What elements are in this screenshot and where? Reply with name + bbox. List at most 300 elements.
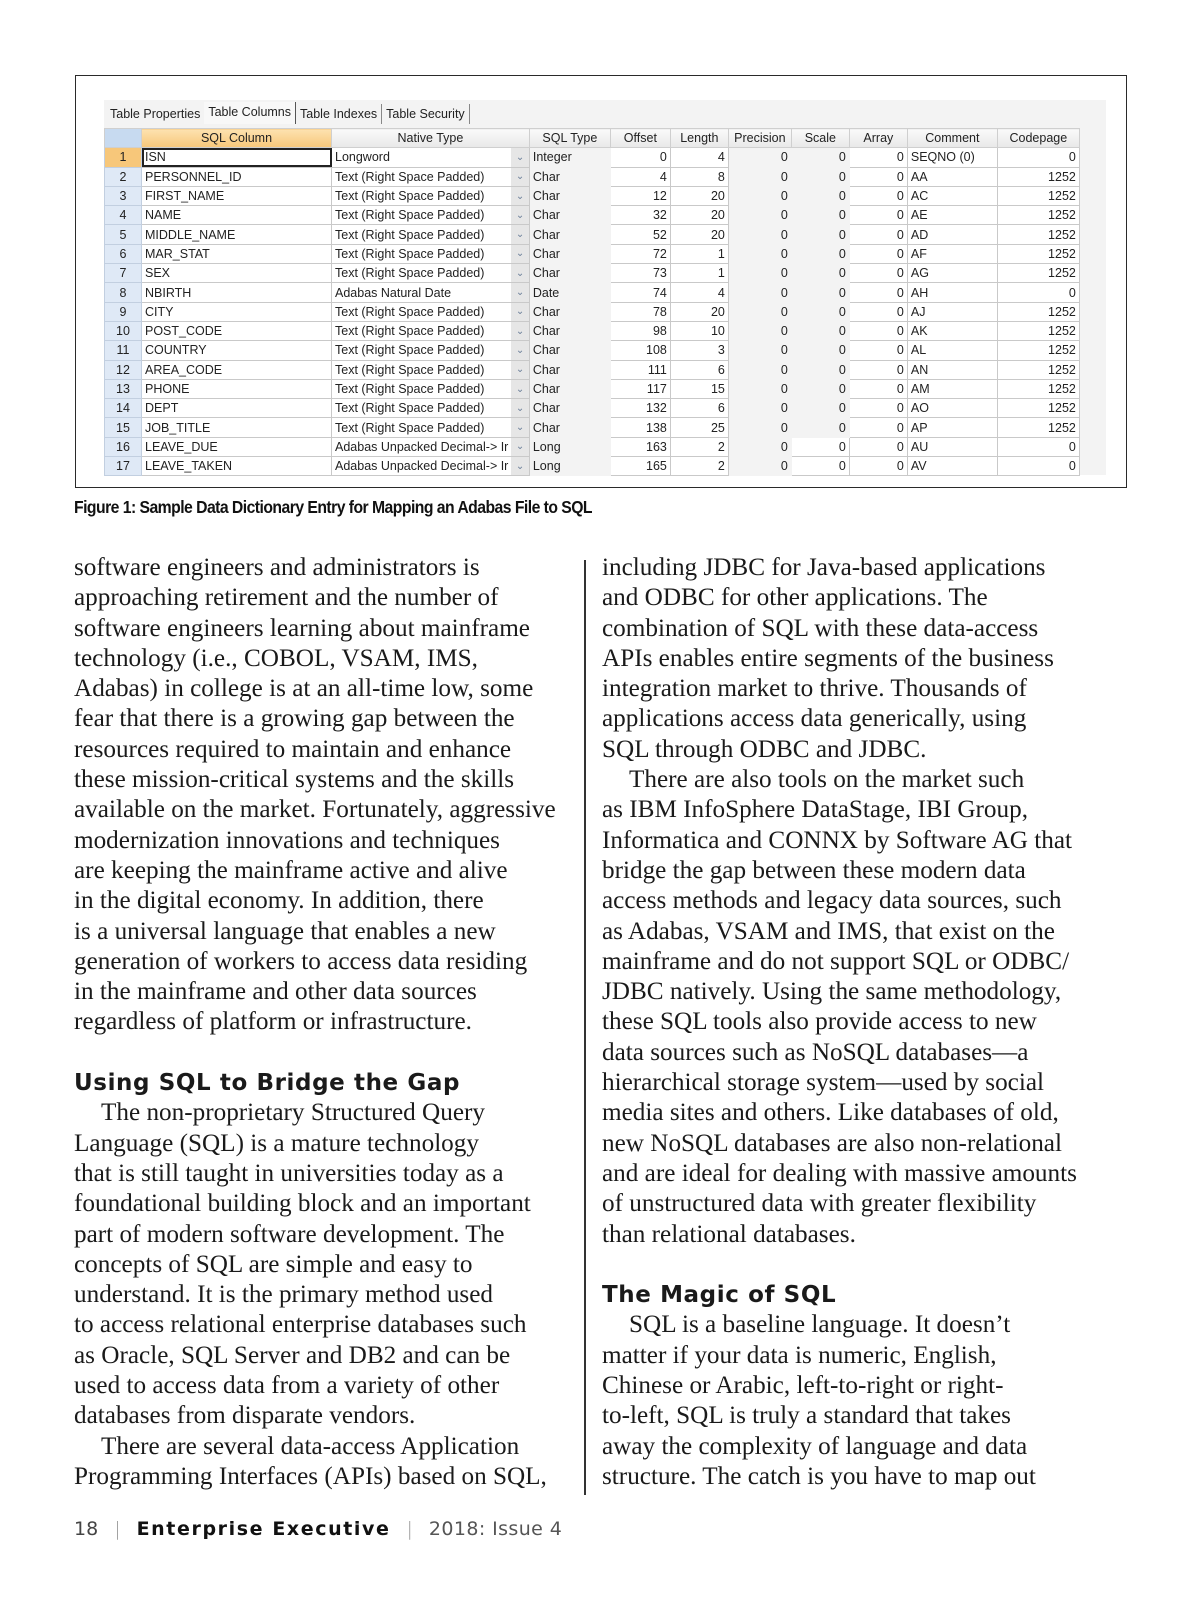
text-line: used to access data from a variety of other [74,1372,500,1400]
sql-type-cell: Char [529,206,610,225]
table-row[interactable] [105,321,1080,340]
page-footer [74,1518,562,1540]
comment-cell[interactable]: AK [907,321,997,340]
dropdown-chevron-icon[interactable]: ⌄ [511,302,529,321]
sql-column-cell[interactable]: CITY [142,302,332,321]
sql-column-cell[interactable]: POST_CODE [142,321,332,340]
text-line: new NoSQL databases are also non-relational [602,1129,1062,1157]
array-cell[interactable]: 0 [849,457,907,476]
length-cell[interactable]: 25 [670,418,728,437]
publication-name: Enterprise Executive [136,1518,391,1540]
dropdown-chevron-icon[interactable]: ⌄ [511,418,529,437]
dropdown-chevron-icon[interactable]: ⌄ [511,167,529,186]
row-number: 3 [105,186,142,205]
dropdown-chevron-icon[interactable]: ⌄ [511,341,529,360]
codepage-cell[interactable]: 1252 [997,360,1079,379]
text-line: resources required to maintain and enhance [74,735,512,763]
text-line: in the mainframe and other data sources [74,978,477,1006]
sql-column-cell[interactable]: PHONE [142,379,332,398]
text-line: Adabas) in college is at an all-time low, some [74,675,534,703]
offset-cell[interactable]: 132 [610,399,670,418]
table-row[interactable] [105,379,1080,398]
sql-column-cell[interactable]: COUNTRY [142,341,332,360]
scale-cell: 0 [791,457,849,476]
comment-cell[interactable]: AV [907,457,997,476]
length-cell[interactable]: 2 [670,457,728,476]
length-cell[interactable]: 4 [670,148,728,167]
native-type-cell[interactable]: Text (Right Space Padded) [332,399,512,418]
text-line: concepts of SQL are simple and easy to [74,1250,473,1278]
text-line: Language (SQL) is a mature technology [74,1129,479,1157]
scale-cell: 0 [791,302,849,321]
array-cell[interactable]: 0 [849,302,907,321]
scale-cell: 0 [791,341,849,360]
native-type-cell[interactable]: Text (Right Space Padded) [332,206,512,225]
sql-type-cell: Char [529,379,610,398]
row-number: 1 [105,148,142,167]
sql-type-cell: Char [529,360,610,379]
footer-separator: | [406,1518,413,1540]
length-cell[interactable]: 20 [670,302,728,321]
array-cell[interactable]: 0 [849,206,907,225]
precision-cell: 0 [728,186,791,205]
length-cell[interactable]: 8 [670,167,728,186]
codepage-cell[interactable]: 1252 [997,302,1079,321]
row-number: 11 [105,341,142,360]
length-cell[interactable]: 1 [670,264,728,283]
length-cell[interactable]: 20 [670,206,728,225]
select-all-corner[interactable] [105,129,142,148]
sql-column-cell[interactable]: AREA_CODE [142,360,332,379]
text-line: as IBM InfoSphere DataStage, IBI Group, [602,796,1028,824]
length-cell[interactable]: 15 [670,379,728,398]
offset-cell[interactable]: 78 [610,302,670,321]
array-cell[interactable]: 0 [849,360,907,379]
text-line: hierarchical storage system—used by social [602,1069,1045,1097]
sql-type-cell: Char [529,341,610,360]
dropdown-chevron-icon[interactable]: ⌄ [511,360,529,379]
table-row[interactable] [105,244,1080,263]
native-type-cell[interactable]: Adabas Natural Date [332,283,512,302]
row-number: 7 [105,264,142,283]
array-cell[interactable]: 0 [849,148,907,167]
precision-cell: 0 [728,244,791,263]
issue-label: 2018: Issue 4 [428,1518,563,1540]
native-type-cell[interactable]: Text (Right Space Padded) [332,379,512,398]
precision-cell: 0 [728,379,791,398]
sql-column-cell[interactable]: MIDDLE_NAME [142,225,332,244]
comment-cell[interactable]: AJ [907,302,997,321]
length-cell[interactable]: 6 [670,399,728,418]
comment-cell[interactable]: AA [907,167,997,186]
dropdown-chevron-icon[interactable]: ⌄ [511,244,529,263]
comment-cell[interactable]: AP [907,418,997,437]
length-cell[interactable]: 10 [670,321,728,340]
sql-column-cell[interactable]: ISN [142,148,332,167]
table-row[interactable] [105,148,1080,167]
text-line: as Oracle, SQL Server and DB2 and can be [74,1341,511,1369]
dropdown-chevron-icon[interactable]: ⌄ [511,437,529,456]
offset-cell[interactable]: 108 [610,341,670,360]
scale-cell: 0 [791,186,849,205]
paragraph-first-line: There are several data-access Application [101,1432,520,1460]
array-cell[interactable]: 0 [849,341,907,360]
grid-header-row [105,129,1080,148]
row-number: 5 [105,225,142,244]
header-array[interactable]: Array [849,129,907,148]
offset-cell[interactable]: 98 [610,321,670,340]
dropdown-chevron-icon[interactable]: ⌄ [511,148,529,167]
text-line: mainframe and do not support SQL or ODBC/ [602,947,1070,975]
text-line: generation of workers to access data residing [74,947,528,975]
text-line: technology (i.e., COBOL, VSAM, IMS, [74,644,478,672]
sql-type-cell: Char [529,399,610,418]
scale-cell: 0 [791,225,849,244]
precision-cell: 0 [728,360,791,379]
text-line: and are ideal for dealing with massive amounts [602,1159,1077,1187]
native-type-cell[interactable]: Text (Right Space Padded) [332,418,512,437]
native-type-cell[interactable]: Text (Right Space Padded) [332,167,512,186]
precision-cell: 0 [728,148,791,167]
table-row[interactable] [105,360,1080,379]
table-row[interactable] [105,418,1080,437]
sql-column-cell[interactable]: MAR_STAT [142,244,332,263]
dropdown-chevron-icon[interactable]: ⌄ [511,225,529,244]
tab-table-columns[interactable]: Table Columns [204,102,296,124]
offset-cell[interactable]: 138 [610,418,670,437]
array-cell[interactable]: 0 [849,399,907,418]
text-line: software engineers learning about mainframe [74,614,530,642]
article-right-column [602,553,1102,1492]
comment-cell[interactable]: AO [907,399,997,418]
footer-separator: | [114,1518,121,1540]
table-row[interactable] [105,341,1080,360]
columns-grid [104,128,1080,476]
text-line: of unstructured data with greater flexibility [602,1190,1037,1218]
paragraph-gap [74,1038,574,1068]
text-line: combination of SQL with these data-access [602,614,1039,642]
scale-cell: 0 [791,379,849,398]
length-cell[interactable]: 20 [670,225,728,244]
array-cell[interactable]: 0 [849,244,907,263]
offset-cell[interactable]: 111 [610,360,670,379]
comment-cell[interactable]: AF [907,244,997,263]
codepage-cell[interactable]: 1252 [997,225,1079,244]
text-line: SQL through ODBC and JDBC. [602,735,927,763]
precision-cell: 0 [728,302,791,321]
codepage-cell[interactable]: 0 [997,148,1079,167]
dropdown-chevron-icon[interactable]: ⌄ [511,283,529,302]
array-cell[interactable]: 0 [849,225,907,244]
sql-type-cell: Long [529,457,610,476]
text-line: as Adabas, VSAM and IMS, that exist on the [602,917,1055,945]
text-line: fear that there is a growing gap between the [74,705,515,733]
array-cell[interactable]: 0 [849,264,907,283]
length-cell[interactable]: 4 [670,283,728,302]
native-type-cell[interactable]: Text (Right Space Padded) [332,225,512,244]
header-sql-type[interactable]: SQL Type [529,129,610,148]
comment-cell[interactable]: SEQNO (0) [907,148,997,167]
codepage-cell[interactable]: 1252 [997,418,1079,437]
codepage-cell[interactable]: 1252 [997,399,1079,418]
paragraph-first-line: SQL is a baseline language. It doesn’t [629,1311,1011,1339]
table-row[interactable] [105,206,1080,225]
figure-1 [75,75,1127,488]
sql-type-cell: Char [529,264,610,283]
text-line: to-left, SQL is truly a standard that takes [602,1402,1011,1430]
column-divider [584,560,586,1495]
text-line: are keeping the mainframe active and alive [74,856,508,884]
comment-cell[interactable]: AE [907,206,997,225]
row-number: 9 [105,302,142,321]
paragraph-gap [602,1250,1102,1280]
sql-type-cell: Char [529,225,610,244]
header-offset[interactable]: Offset [610,129,670,148]
array-cell[interactable]: 0 [849,283,907,302]
sql-type-cell: Char [529,321,610,340]
table-row[interactable] [105,225,1080,244]
native-type-cell[interactable]: Text (Right Space Padded) [332,264,512,283]
length-cell[interactable]: 2 [670,437,728,456]
offset-cell[interactable]: 12 [610,186,670,205]
sql-type-cell: Char [529,302,610,321]
offset-cell[interactable]: 0 [610,148,670,167]
table-row[interactable] [105,186,1080,205]
native-type-cell[interactable]: Text (Right Space Padded) [332,341,512,360]
header-precision[interactable]: Precision [728,129,791,148]
text-line: software engineers and administrators is [74,554,480,581]
precision-cell: 0 [728,418,791,437]
text-line: these mission-critical systems and the skills [74,766,515,794]
scale-cell: 0 [791,437,849,456]
table-row[interactable] [105,437,1080,456]
paragraph-first-line: The non-proprietary Structured Query [101,1099,485,1127]
sql-type-cell: Date [529,283,610,302]
table-row[interactable] [105,457,1080,476]
text-line: these SQL tools also provide access to new [602,1008,1037,1036]
text-line: structure. The catch is you have to map out [602,1462,1036,1490]
grid-body [105,148,1080,476]
table-row[interactable] [105,167,1080,186]
length-cell[interactable]: 3 [670,341,728,360]
array-cell[interactable]: 0 [849,418,907,437]
table-row[interactable] [105,264,1080,283]
text-line: data sources such as NoSQL databases—a [602,1038,1029,1066]
codepage-cell[interactable]: 1252 [997,186,1079,205]
sql-column-cell[interactable]: LEAVE_TAKEN [142,457,332,476]
array-cell[interactable]: 0 [849,167,907,186]
precision-cell: 0 [728,321,791,340]
offset-cell[interactable]: 165 [610,457,670,476]
text-line: integration market to thrive. Thousands of [602,675,1027,703]
table-row[interactable] [105,302,1080,321]
text-line: databases from disparate vendors. [74,1402,416,1430]
native-type-cell[interactable]: Text (Right Space Padded) [332,360,512,379]
offset-cell[interactable]: 117 [610,379,670,398]
offset-cell[interactable]: 74 [610,283,670,302]
precision-cell: 0 [728,283,791,302]
comment-cell[interactable]: AC [907,186,997,205]
row-number: 2 [105,167,142,186]
table-row[interactable] [105,283,1080,302]
offset-cell[interactable]: 52 [610,225,670,244]
row-number: 17 [105,457,142,476]
text-line: foundational building block and an important [74,1190,531,1218]
native-type-cell[interactable]: Text (Right Space Padded) [332,321,512,340]
text-line: and ODBC for other applications. The [602,584,988,612]
tab-table-indexes[interactable]: Table Indexes [296,104,382,124]
text-line: applications access data generically, using [602,705,1027,733]
text-line: APIs enables entire segments of the business [602,644,1054,672]
text-line: to access relational enterprise databases such [74,1311,527,1339]
offset-cell[interactable]: 73 [610,264,670,283]
sql-type-cell: Integer [529,148,610,167]
text-line: including JDBC for Java-based applications [602,554,1046,581]
dropdown-chevron-icon[interactable]: ⌄ [511,206,529,225]
codepage-cell[interactable]: 0 [997,437,1079,456]
text-line: matter if your data is numeric, English, [602,1341,997,1369]
precision-cell: 0 [728,225,791,244]
dropdown-chevron-icon[interactable]: ⌄ [511,457,529,476]
comment-cell[interactable]: AD [907,225,997,244]
codepage-cell[interactable]: 0 [997,283,1079,302]
article-left-column [74,553,574,1492]
scale-cell: 0 [791,244,849,263]
sql-column-cell[interactable]: DEPT [142,399,332,418]
text-line: available on the market. Fortunately, aggressive [74,796,556,824]
dropdown-chevron-icon[interactable]: ⌄ [511,321,529,340]
row-number: 16 [105,437,142,456]
native-type-cell[interactable]: Text (Right Space Padded) [332,186,512,205]
comment-cell[interactable]: AH [907,283,997,302]
text-line: part of modern software development. The [74,1220,505,1248]
text-line: understand. It is the primary method used [74,1281,494,1309]
sql-column-cell[interactable]: JOB_TITLE [142,418,332,437]
text-line: access methods and legacy data sources, such [602,887,1062,915]
scale-cell: 0 [791,264,849,283]
dropdown-chevron-icon[interactable]: ⌄ [511,186,529,205]
sql-type-cell: Char [529,167,610,186]
length-cell[interactable]: 1 [670,244,728,263]
header-length[interactable]: Length [670,129,728,148]
array-cell[interactable]: 0 [849,186,907,205]
codepage-cell[interactable]: 1252 [997,341,1079,360]
comment-cell[interactable]: AU [907,437,997,456]
header-sql-column[interactable]: SQL Column [142,129,332,148]
sql-column-cell[interactable]: LEAVE_DUE [142,437,332,456]
codepage-cell[interactable]: 1252 [997,321,1079,340]
section-heading: The Magic of SQL [602,1282,837,1309]
sql-column-cell[interactable]: PERSONNEL_ID [142,167,332,186]
scale-cell: 0 [791,399,849,418]
header-codepage[interactable]: Codepage [997,129,1079,148]
text-line: bridge the gap between these modern data [602,856,1026,884]
sql-type-cell: Char [529,418,610,437]
native-type-cell[interactable]: Adabas Unpacked Decimal-> Ir [332,437,512,456]
precision-cell: 0 [728,437,791,456]
header-scale[interactable]: Scale [791,129,849,148]
native-type-cell[interactable]: Text (Right Space Padded) [332,302,512,321]
array-cell[interactable]: 0 [849,321,907,340]
offset-cell[interactable]: 32 [610,206,670,225]
sql-column-cell[interactable]: FIRST_NAME [142,186,332,205]
scale-cell: 0 [791,167,849,186]
sql-type-cell: Char [529,186,610,205]
header-comment[interactable]: Comment [907,129,997,148]
scale-cell: 0 [791,148,849,167]
offset-cell[interactable]: 72 [610,244,670,263]
text-line: modernization innovations and techniques [74,826,500,854]
dropdown-chevron-icon[interactable]: ⌄ [511,379,529,398]
text-line: away the complexity of language and data [602,1432,1028,1460]
native-type-cell[interactable]: Text (Right Space Padded) [332,244,512,263]
comment-cell[interactable]: AL [907,341,997,360]
codepage-cell[interactable]: 1252 [997,264,1079,283]
codepage-cell[interactable]: 1252 [997,379,1079,398]
comment-cell[interactable]: AN [907,360,997,379]
section-heading: Using SQL to Bridge the Gap [74,1070,461,1097]
page-number: 18 [74,1518,99,1540]
precision-cell: 0 [728,399,791,418]
codepage-cell[interactable]: 1252 [997,244,1079,263]
comment-cell[interactable]: AG [907,264,997,283]
sql-column-cell[interactable]: NAME [142,206,332,225]
scale-cell: 0 [791,360,849,379]
sql-type-cell: Long [529,437,610,456]
scale-cell: 0 [791,206,849,225]
native-type-cell[interactable]: Longword [332,148,512,167]
row-number: 13 [105,379,142,398]
offset-cell[interactable]: 4 [610,167,670,186]
table-row[interactable] [105,399,1080,418]
sql-column-cell[interactable]: SEX [142,264,332,283]
text-line: approaching retirement and the number of [74,584,499,612]
text-line: in the digital economy. In addition, there [74,887,484,915]
array-cell[interactable]: 0 [849,437,907,456]
codepage-cell[interactable]: 0 [997,457,1079,476]
figure-caption: Figure 1: Sample Data Dictionary Entry for Mapping an Adabas File to SQL [74,497,593,517]
precision-cell: 0 [728,341,791,360]
scale-cell: 0 [791,418,849,437]
comment-cell[interactable]: AM [907,379,997,398]
sql-type-cell: Char [529,244,610,263]
precision-cell: 0 [728,167,791,186]
text-line: than relational databases. [602,1220,856,1248]
tab-table-properties[interactable]: Table Properties [110,107,201,121]
text-line: regardless of platform or infrastructure. [74,1008,472,1036]
array-cell[interactable]: 0 [849,379,907,398]
dropdown-chevron-icon[interactable]: ⌄ [511,264,529,283]
row-number: 12 [105,360,142,379]
row-number: 14 [105,399,142,418]
native-type-cell[interactable]: Adabas Unpacked Decimal-> Ir [332,457,512,476]
tab-table-security[interactable]: Table Security [382,104,470,124]
paragraph-first-line: There are also tools on the market such [629,766,1025,794]
text-line: media sites and others. Like databases of old, [602,1099,1059,1127]
sql-column-cell[interactable]: NBIRTH [142,283,332,302]
dropdown-chevron-icon[interactable]: ⌄ [511,399,529,418]
precision-cell: 0 [728,264,791,283]
codepage-cell[interactable]: 1252 [997,206,1079,225]
scale-cell: 0 [791,283,849,302]
length-cell[interactable]: 20 [670,186,728,205]
length-cell[interactable]: 6 [670,360,728,379]
codepage-cell[interactable]: 1252 [997,167,1079,186]
text-line: Programming Interfaces (APIs) based on SQL, [74,1462,547,1490]
offset-cell[interactable]: 163 [610,437,670,456]
row-number: 15 [105,418,142,437]
header-native-type[interactable]: Native Type [332,129,530,148]
